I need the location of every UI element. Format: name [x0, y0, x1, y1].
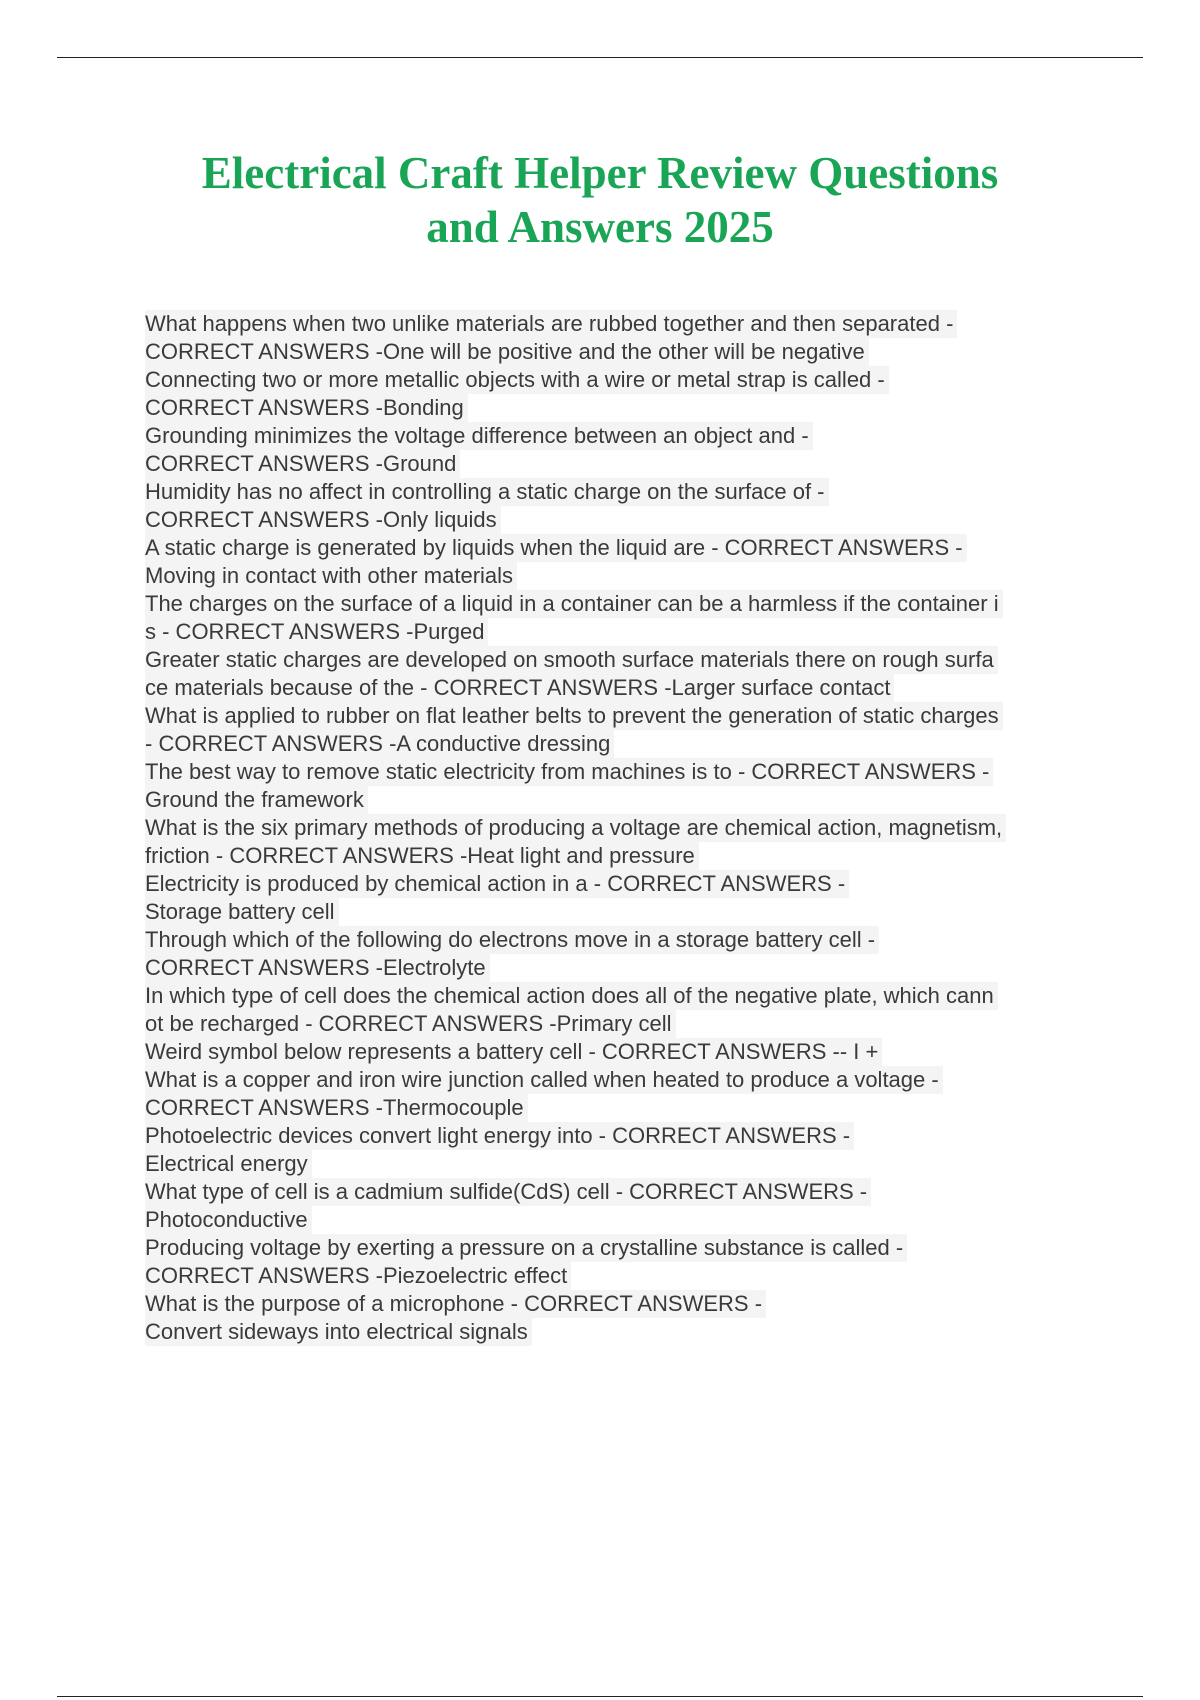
qa-item [145, 814, 1095, 870]
qa-item [145, 1234, 1095, 1290]
qa-item [145, 870, 1095, 926]
qa-line-1: What is applied to rubber on flat leather belts to prevent the generation of static charges [145, 702, 1003, 730]
qa-item [145, 422, 1095, 478]
qa-line-1: Weird symbol below represents a battery cell - CORRECT ANSWERS -- I + [145, 1038, 882, 1066]
qa-item [145, 310, 1095, 366]
qa-item [145, 1178, 1095, 1234]
qa-line-1: What is a copper and iron wire junction called when heated to produce a voltage - [145, 1066, 943, 1094]
qa-line-1: Through which of the following do electrons move in a storage battery cell - [145, 926, 879, 954]
qa-line-2: ot be recharged - CORRECT ANSWERS -Primary cell [145, 1010, 676, 1038]
qa-line-1: Photoelectric devices convert light energy into - CORRECT ANSWERS - [145, 1122, 854, 1150]
top-rule [57, 57, 1143, 58]
qa-line-2: friction - CORRECT ANSWERS -Heat light and pressure [145, 842, 699, 870]
title-line-2: and Answers 2025 [426, 202, 774, 252]
qa-item [145, 1038, 1095, 1066]
qa-item [145, 1290, 1095, 1346]
qa-line-2: CORRECT ANSWERS -Ground [145, 450, 460, 478]
qa-line-1: What happens when two unlike materials are rubbed together and then separated - [145, 310, 957, 338]
qa-line-2: Moving in contact with other materials [145, 562, 517, 590]
qa-line-1: The charges on the surface of a liquid in a container can be a harmless if the container i [145, 590, 1003, 618]
qa-line-2: Convert sideways into electrical signals [145, 1318, 532, 1346]
qa-line-1: What type of cell is a cadmium sulfide(CdS) cell - CORRECT ANSWERS - [145, 1178, 871, 1206]
qa-line-1: In which type of cell does the chemical action does all of the negative plate, which cann [145, 982, 998, 1010]
qa-line-2: ce materials because of the - CORRECT ANSWERS -Larger surface contact [145, 674, 894, 702]
qa-line-2: CORRECT ANSWERS -Piezoelectric effect [145, 1262, 571, 1290]
bottom-rule [57, 1696, 1143, 1697]
qa-item [145, 1122, 1095, 1178]
qa-item [145, 478, 1095, 534]
qa-line-2: Storage battery cell [145, 898, 339, 926]
qa-line-1: The best way to remove static electricity from machines is to - CORRECT ANSWERS - [145, 758, 993, 786]
document-title [100, 146, 1100, 254]
qa-line-1: A static charge is generated by liquids when the liquid are - CORRECT ANSWERS - [145, 534, 967, 562]
qa-line-2: CORRECT ANSWERS -Bonding [145, 394, 468, 422]
qa-line-2: Ground the framework [145, 786, 368, 814]
qa-item [145, 534, 1095, 590]
qa-line-1: Humidity has no affect in controlling a static charge on the surface of - [145, 478, 829, 506]
qa-line-1: Connecting two or more metallic objects with a wire or metal strap is called - [145, 366, 889, 394]
qa-item [145, 366, 1095, 422]
qa-line-2: Electrical energy [145, 1150, 312, 1178]
qa-line-2: Photoconductive [145, 1206, 312, 1234]
qa-item [145, 646, 1095, 702]
qa-line-2: CORRECT ANSWERS -One will be positive and the other will be negative [145, 338, 869, 366]
qa-line-2: s - CORRECT ANSWERS -Purged [145, 618, 488, 646]
qa-item [145, 702, 1095, 758]
qa-item [145, 926, 1095, 982]
qa-item [145, 1066, 1095, 1122]
qa-line-1: Grounding minimizes the voltage difference between an object and - [145, 422, 813, 450]
title-line-1: Electrical Craft Helper Review Questions [201, 148, 999, 198]
qa-line-2: CORRECT ANSWERS -Electrolyte [145, 954, 490, 982]
qa-list [145, 310, 1095, 1346]
qa-line-1: What is the six primary methods of producing a voltage are chemical action, magnetism, [145, 814, 1006, 842]
qa-line-1: Electricity is produced by chemical action in a - CORRECT ANSWERS - [145, 870, 849, 898]
qa-item [145, 982, 1095, 1038]
qa-line-2: - CORRECT ANSWERS -A conductive dressing [145, 730, 614, 758]
qa-line-2: CORRECT ANSWERS -Only liquids [145, 506, 501, 534]
qa-line-1: Greater static charges are developed on smooth surface materials there on rough surfa [145, 646, 998, 674]
qa-line-1: Producing voltage by exerting a pressure on a crystalline substance is called - [145, 1234, 907, 1262]
qa-line-2: CORRECT ANSWERS -Thermocouple [145, 1094, 528, 1122]
qa-line-1: What is the purpose of a microphone - CORRECT ANSWERS - [145, 1290, 766, 1318]
qa-item [145, 758, 1095, 814]
qa-item [145, 590, 1095, 646]
